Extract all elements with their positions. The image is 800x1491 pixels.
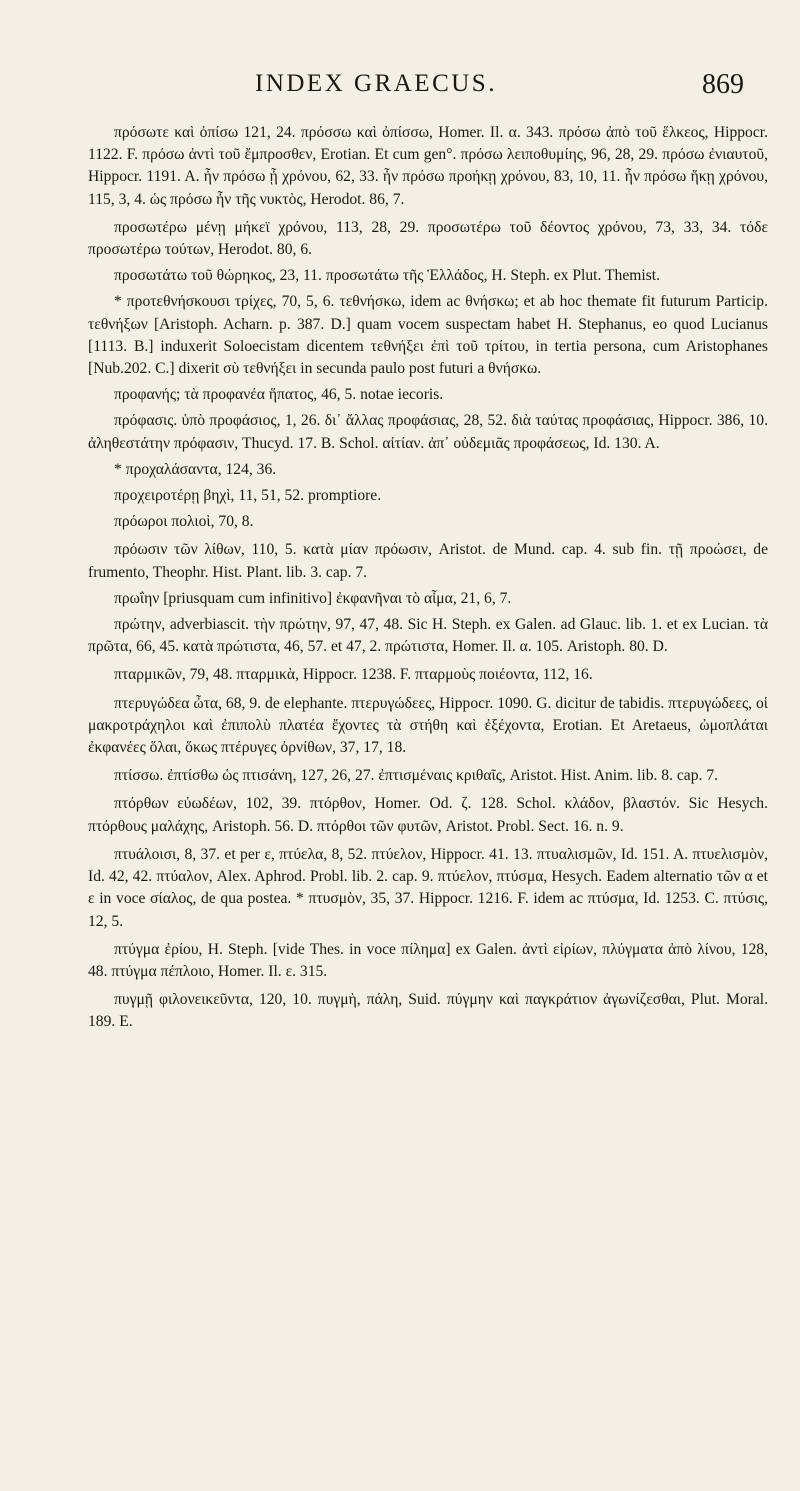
index-entry: πρωΐην [priusquam cum infinitivo] ἐκφανῆναι τὸ αἷμα, 21, 6, 7. (114, 589, 512, 607)
index-entry: * προχαλάσαντα, 124, 36. (114, 460, 277, 478)
index-entry: πτυάλοισι, 8, 37. et per ε, πτύελα, 8, 52. πτύελον, Hippocr. 41. 13. πτυαλισμῶν, Id. 151. A. πτυελισμὸν, Id. 42, 42. πτύαλον, Alex. Aphrod. Probl. lib. 2. cap. 9. πτύελον, πτύσμα, Hesych. Eadem alternatio τῶν α et ε in voce σίαλος, de qua postea. * πτυσμὸν, 35, 37. Hippocr. 1216. F. idem ac πτύσμα, Id. 1253. C. πτύσις, 12, 5. (88, 845, 768, 930)
index-entry: προφανής; τὰ προφανέα ἥπατος, 46, 5. notae iecoris. (114, 386, 444, 404)
running-header (0, 70, 800, 110)
index-entry: πτύγμα ἐρίου, H. Steph. [vide Thes. in voce πίλημα] ex Galen. ἀντὶ εἰρίων, πλύγματα ἀπὸ λίνου, 128, 48. πτύγμα πέπλοιο, Homer. Il. ε. 315. (88, 940, 768, 980)
index-entry: πυγμῇ φιλονεικεῦντα, 120, 10. πυγμὴ, πάλη, Suid. πύγμην καὶ παγκράτιον ἀγωνίζεσθαι, Plut. Moral. 189. E. (88, 991, 768, 1031)
index-entry: πρόσωτε καὶ ὀπίσω 121, 24. πρόσσω καὶ ὀπίσσω, Homer. Il. α. 343. πρόσω ἀπὸ τοῦ ἕλκεος, Hippocr. 1122. F. πρόσω ἀντὶ τοῦ ἔμπροσθεν, Erotian. Et cum gen°. πρόσω λειποθυμίης, 96, 28, 29. πρόσω ἐνιαυτοῦ, Hippocr. 1191. A. ἦν πρόσω ᾖ χρόνου, 62, 33. ἦν πρόσω προήκῃ χρόνου, 83, 10, 11. ἦν πρόσω ἥκῃ χρόνου, 115, 3, 4. ὡς πρόσω ἦν τῆς νυκτὸς, Herodot. 86, 7. (88, 124, 768, 208)
index-entry: πτίσσω. ἐπτίσθω ὡς πτισάνη, 127, 26, 27. ἐπτισμέναις κριθαῖς, Aristot. Hist. Anim. lib. 8. cap. 7. (114, 767, 719, 785)
index-entry: πρόφασις. ὑπὸ προφάσιος, 1, 26. δι᾽ ἄλλας προφάσιας, 28, 52. διὰ ταύτας προφάσιας, Hippocr. 386, 10. ἀληθεστάτην πρόφασιν, Thucyd. 17. B. Schol. αἰτίαν. ἀπ᾽ οὐδεμιᾶς προφάσεως, Id. 130. A. (88, 412, 768, 452)
index-entry: πταρμικῶν, 79, 48. πταρμικὰ, Hippocr. 1238. F. πταρμοὺς ποιέοντα, 112, 16. (114, 666, 593, 684)
running-title: INDEX GRAECUS. (255, 70, 497, 97)
page-number: 869 (702, 69, 744, 100)
index-entry: πρώτην, adverbiascit. τὴν πρώτην, 97, 47, 48. Sic H. Steph. ex Galen. ad Glauc. lib. 1. et ex Lucian. τὰ πρῶτα, 66, 45. κατὰ πρώτιστα, 46, 57. et 47, 2. πρώτιστα, Homer. Il. α. 105. Aristoph. 80. D. (88, 616, 768, 656)
index-entry: πρόωροι πολιοὶ, 70, 8. (114, 513, 254, 531)
index-entry: προσωτέρω μένῃ μήκεϊ χρόνου, 113, 28, 29. προσωτέρω τοῦ δέοντος χρόνου, 73, 33, 34. τόδε προσωτέρω τούτων, Herodot. 80, 6. (88, 218, 768, 259)
index-entry: πτερυγώδεα ὦτα, 68, 9. de elephante. πτερυγώδεες, Hippocr. 1090. G. dicitur de tabidis. πτερυγώδεες, οἱ μακροτράχηλοι καὶ ἐπιπολὺ πλατέα ἔχοντες τὰ στήθη καὶ ἐξέχοντα, Erotian. Et Aretaeus, ὠμοπλάται ἐκφανέες ὅλαι, ὅκως πτέρυγες ὀρνίθων, 37, 17, 18. (88, 694, 768, 757)
index-entry: πρόωσιν τῶν λίθων, 110, 5. κατὰ μίαν πρόωσιν, Aristot. de Mund. cap. 4. sub fin. τῇ προώσει, de frumento, Theophr. Hist. Plant. lib. 3. cap. 7. (88, 541, 768, 581)
index-entry: πτόρθων εὐωδέων, 102, 39. πτόρθον, Homer. Od. ζ. 128. Schol. κλάδον, βλαστόν. Sic Hesych. πτόρθους μαλάχης, Aristoph. 56. D. πτόρθοι τῶν φυτῶν, Aristot. Probl. Sect. 16. n. 9. (88, 795, 768, 835)
index-entry: προσωτάτω τοῦ θώρηκος, 23, 11. προσωτάτω τῆς Ἑλλάδος, H. Steph. ex Plut. Themist. (114, 267, 661, 285)
index-entry: προχειροτέρῃ βηχὶ, 11, 51, 52. promptiore. (114, 487, 382, 505)
index-body (88, 122, 768, 1038)
index-entry: * προτεθνήσκουσι τρίχες, 70, 5, 6. τεθνήσκω, idem ac θνήσκω; et ab hoc themate fit futurum Particip. τεθνήξων [Aristoph. Acharn. p. 387. D.] quam vocem suspectam habet H. Stephanus, eo quod Lucianus [1113. B.] induxerit Soloecistam dicentem τεθνήξει ἐπὶ τοῦ τρίτου, in tertia persona, cum Aristophanes [Nub.202. C.] dixerit σὺ τεθνήξει in secunda paulo post futuri a θνήσκω. (88, 293, 768, 378)
